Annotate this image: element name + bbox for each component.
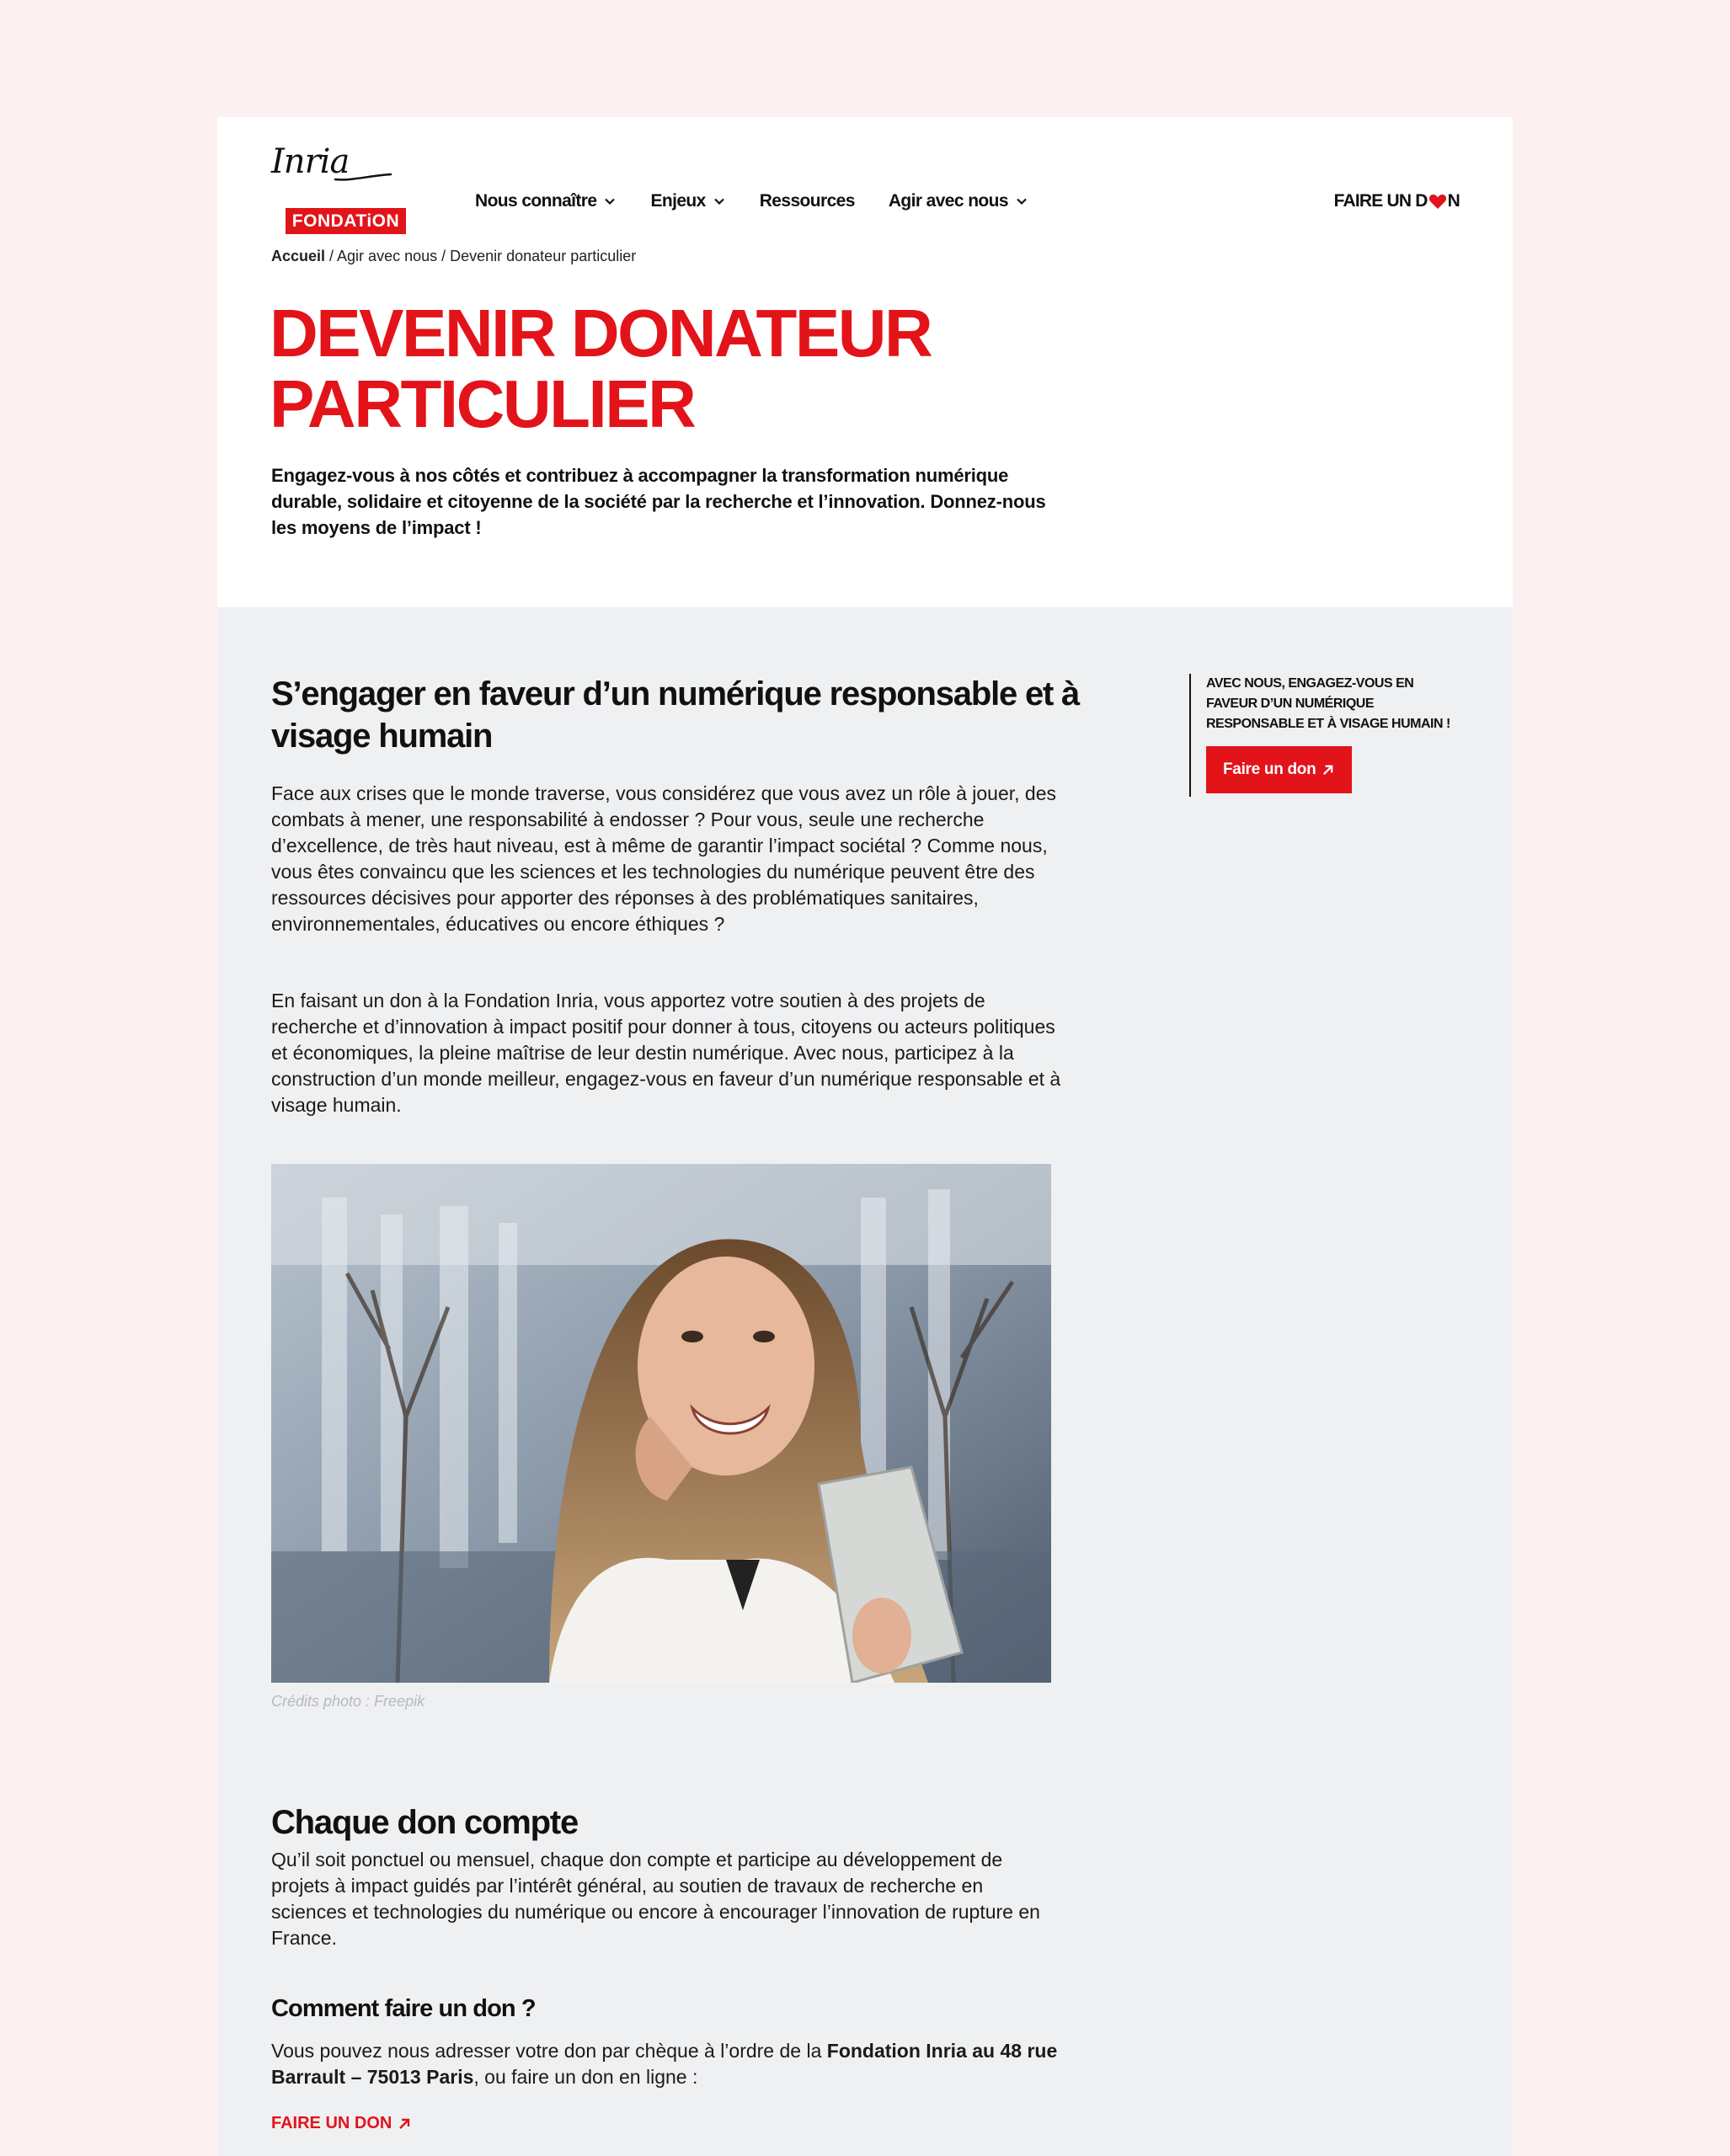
logo-script: Inria	[271, 142, 350, 181]
nav-item-agir-avec-nous[interactable]	[889, 186, 1028, 216]
page-title-line1: DEVENIR DONATEUR	[270, 296, 932, 371]
section-chaque-don-para: Qu’il soit ponctuel ou mensuel, chaque don compte et participe au développement de projets à impact guidés par l’intérêt général, au soutien de travaux de recherche en sciences et technologies du numérique ou encore à encourager l’innovation de rupture en France.	[271, 1849, 1040, 1949]
arrow-up-right-icon	[1321, 763, 1335, 777]
chevron-down-icon	[713, 195, 726, 208]
comment-para-end: , ou faire un don en ligne :	[473, 2066, 698, 2088]
page-title-line2: PARTICULIER	[270, 366, 695, 441]
section-engager-heading: S’engager en faveur d’un numérique responsable et à visage humain	[271, 675, 1080, 755]
section-comment-heading: Comment faire un don ?	[271, 1995, 536, 2022]
nav-item-enjeux[interactable]	[650, 186, 725, 216]
page-title	[270, 298, 1028, 440]
hero-lead: Engagez-vous à nos côtés et contribuez à accompagner la transformation numérique durable, solidaire et citoyenne de la société par la recherche et l’innovation. Donnez-nous les moyens de l’impact !	[271, 465, 1046, 538]
donate-header-prefix: FAIRE UN D	[1333, 191, 1428, 211]
woman-tablet-photo	[271, 1164, 1051, 1683]
section-engager-para1: Face aux crises que le monde traverse, vous considérez que vous avez un rôle à jouer, des combats à mener, une responsabilité à endosser ? Pour vous, seule une recherche d’excellence, de très haut niveau, est à même de garantir l’impact sociétal ? Comme nous, vous êtes convaincu que les sciences et les technologies du numérique peuvent être des ressources décisives pour apporter des réponses à des problématiques sanitaires, environnementales, éducatives ou encore éthiques ?	[271, 782, 1057, 935]
nav-label: Nous connaître	[475, 191, 597, 211]
section-comment-para	[271, 2038, 1063, 2090]
section-chaque-don-heading: Chaque don compte	[271, 1804, 579, 1841]
nav-item-ressources[interactable]	[760, 186, 855, 216]
chevron-down-icon	[603, 195, 617, 208]
donate-header-link[interactable]	[1334, 186, 1460, 216]
breadcrumb-trail: / Agir avec nous / Devenir donateur particulier	[325, 248, 637, 264]
photo-caption: Crédits photo : Freepik	[271, 1693, 425, 1710]
logo-swash-icon	[334, 171, 392, 183]
breadcrumb	[271, 248, 636, 265]
donate-header-suffix: N	[1447, 191, 1460, 211]
nav-label: Ressources	[759, 191, 855, 211]
main-nav	[475, 186, 1062, 216]
page-frame	[217, 117, 1513, 2156]
section-engager-para2: En faisant un don à la Fondation Inria, vous apportez votre soutien à des projets de recherche et d’innovation à impact positif pour donner à tous, citoyens ou acteurs politiques et économiques, la pleine maîtrise de leur destin numérique. Avec nous, participez à la construction d’un monde meilleur, engagez-vous en faveur d’un numérique responsable et à visage humain.	[271, 990, 1061, 1116]
heart-icon	[1428, 193, 1447, 210]
aside-text: AVEC NOUS, ENGAGEZ-VOUS EN FAVEUR D’UN NUMÉRIQUE RESPONSABLE ET À VISAGE HUMAIN !	[1206, 676, 1450, 731]
arrow-up-right-icon	[397, 2116, 412, 2132]
inria-fondation-logo[interactable]	[271, 142, 406, 231]
header-section	[217, 117, 1513, 607]
nav-item-nous-connaitre[interactable]	[475, 186, 617, 216]
aside-cta	[1189, 674, 1450, 797]
breadcrumb-home[interactable]: Accueil	[271, 248, 326, 264]
aside-donate-button-label: Faire un don	[1223, 760, 1316, 778]
nav-label: Agir avec nous	[888, 191, 1008, 211]
aside-donate-button[interactable]	[1206, 746, 1352, 793]
nav-label: Enjeux	[650, 191, 706, 211]
chevron-down-icon	[1015, 195, 1028, 208]
comment-para-address: Fondation Inria au 48 rue Barrault – 75013 Paris	[271, 2040, 1058, 2088]
faire-un-don-link-label: FAIRE UN DON	[271, 2114, 392, 2132]
logo-badge: FONDATiON	[286, 208, 406, 234]
comment-para-start: Vous pouvez nous adresser votre don par chèque à l’ordre de la	[271, 2040, 827, 2062]
faire-un-don-link[interactable]	[271, 2114, 412, 2133]
